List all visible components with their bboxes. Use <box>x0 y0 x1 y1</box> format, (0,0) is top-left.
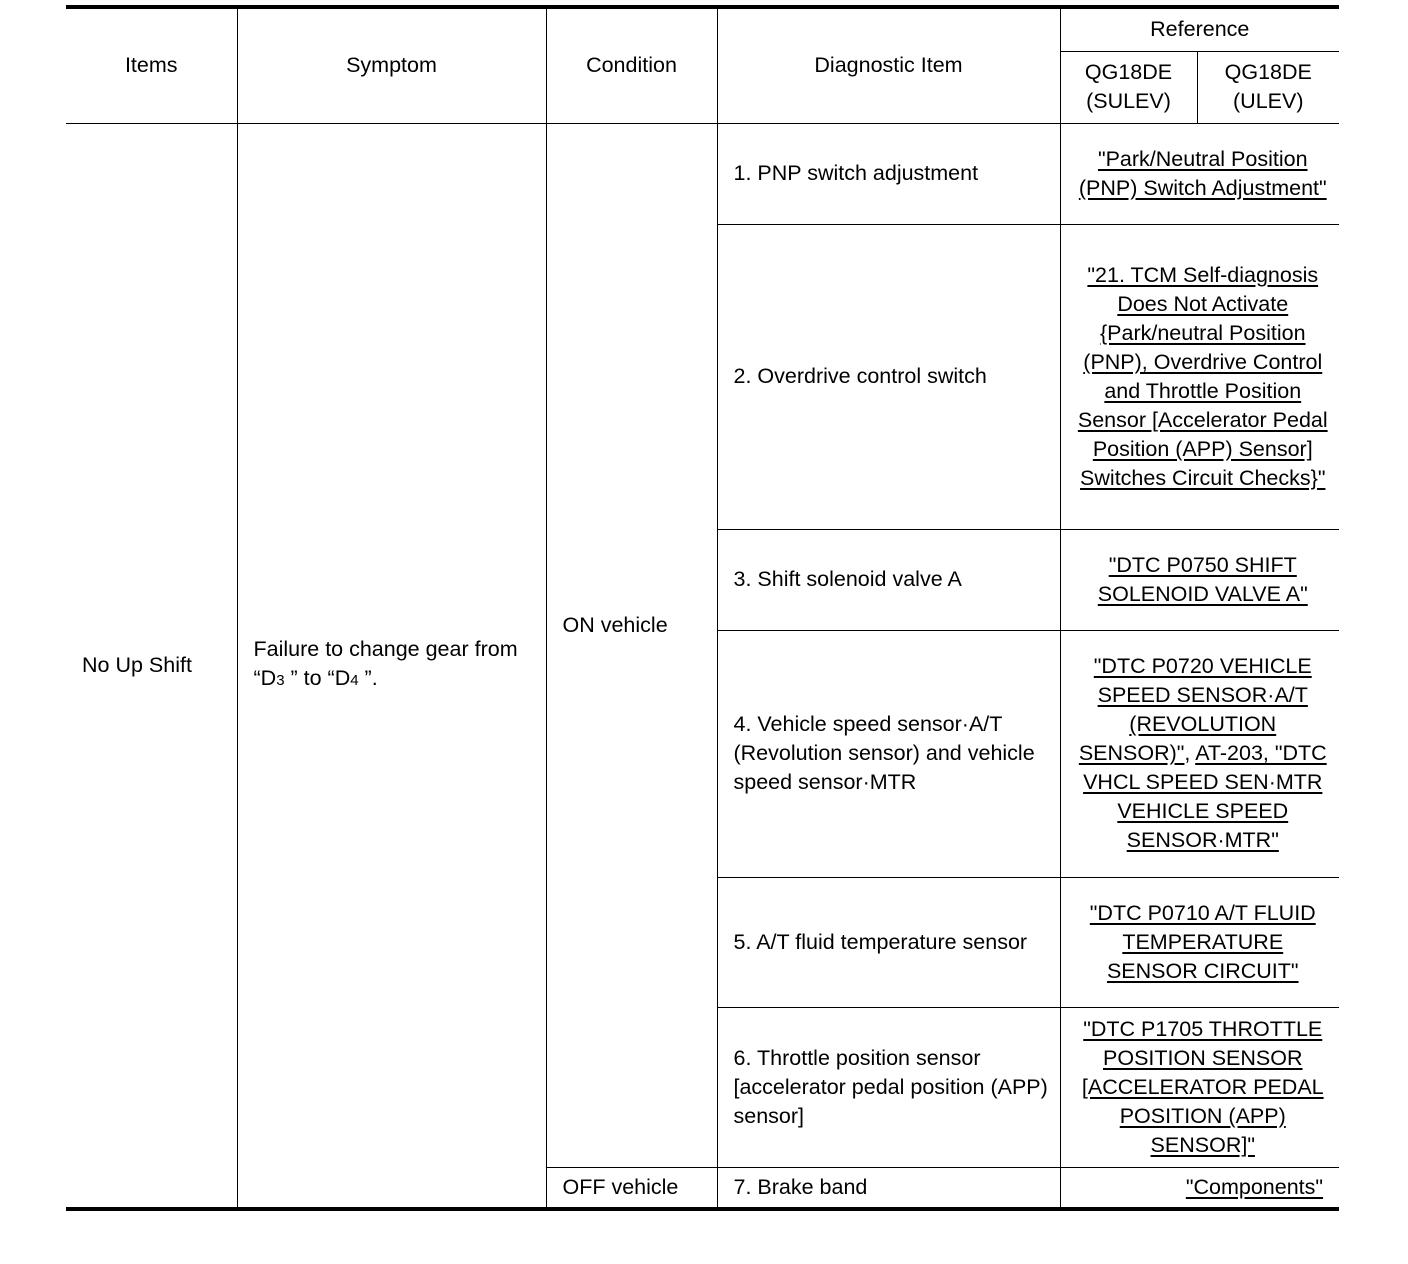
diagnostic-item-7: 7. Brake band <box>717 1167 1060 1209</box>
reference-cell-4 <box>1060 630 1339 877</box>
symptom-cell <box>237 123 546 1209</box>
symptom-text-2: ” to “D <box>284 666 351 691</box>
header-reference: Reference <box>1060 7 1339 51</box>
diagnostic-item-4: 4. Vehicle speed sensor·A/T (Revolution sensor) and vehicle speed sensor·MTR <box>717 630 1060 877</box>
header-items: Items <box>66 7 237 123</box>
reference-link-7[interactable]: "Components" <box>1185 1174 1324 1199</box>
header-symptom: Symptom <box>237 7 546 123</box>
item-cell: No Up Shift <box>66 123 237 1209</box>
condition-on-cell: ON vehicle <box>546 123 717 1167</box>
header-ref-ulev: QG18DE (ULEV) <box>1197 51 1339 123</box>
table-row <box>66 123 1339 224</box>
reference-link-4a[interactable]: "DTC P0720 VEHICLE SPEED SENSOR·A/T (REVOLUTION SENSOR)" <box>1078 654 1312 765</box>
symptom-text-1: Failure to change gear from “D <box>253 637 518 691</box>
reference-cell-6 <box>1060 1007 1339 1167</box>
diagnosis-table <box>66 5 1339 1211</box>
condition-off-cell: OFF vehicle <box>546 1167 717 1209</box>
reference-cell-3 <box>1060 529 1339 630</box>
reference-link-1[interactable]: "Park/Neutral Position (PNP) Switch Adjustment" <box>1078 146 1327 200</box>
reference-link-4b[interactable]: AT-203, "DTC VHCL SPEED SEN·MTR VEHICLE SPEED SENSOR·MTR" <box>1083 741 1327 852</box>
header-diagnostic-item: Diagnostic Item <box>717 7 1060 123</box>
diagnostic-item-1: 1. PNP switch adjustment <box>717 123 1060 224</box>
reference-link-3[interactable]: "DTC P0750 SHIFT SOLENOID VALVE A" <box>1097 552 1308 606</box>
header-condition: Condition <box>546 7 717 123</box>
symptom-sub-4: 4 <box>350 672 359 690</box>
diagnostic-item-3: 3. Shift solenoid valve A <box>717 529 1060 630</box>
header-row <box>66 7 1339 51</box>
reference-cell-5 <box>1060 877 1339 1007</box>
header-ref-sulev: QG18DE (SULEV) <box>1060 51 1197 123</box>
reference-link-2[interactable]: "21. TCM Self-diagnosis Does Not Activate {Park/neutral Position (PNP), Overdrive Control and Throttle Position Sensor [Accelerator Pedal Position (APP) Sensor] Switches Circuit Checks}" <box>1077 262 1328 490</box>
reference-cell-7 <box>1060 1167 1339 1209</box>
symptom-sub-3: 3 <box>276 672 285 690</box>
reference-link-5[interactable]: "DTC P0710 A/T FLUID TEMPERATURE SENSOR CIRCUIT" <box>1089 900 1316 983</box>
diagnostic-item-2: 2. Overdrive control switch <box>717 224 1060 529</box>
reference-separator: , <box>1184 741 1196 765</box>
diagnostic-item-6: 6. Throttle position sensor [accelerator pedal position (APP) sensor] <box>717 1007 1060 1167</box>
symptom-text-3: ”. <box>358 666 378 691</box>
reference-cell-1 <box>1060 123 1339 224</box>
reference-link-6[interactable]: "DTC P1705 THROTTLE POSITION SENSOR [ACCELERATOR PEDAL POSITION (APP) SENSOR]" <box>1081 1016 1324 1157</box>
diagnostic-item-5: 5. A/T fluid temperature sensor <box>717 877 1060 1007</box>
reference-cell-2 <box>1060 224 1339 529</box>
